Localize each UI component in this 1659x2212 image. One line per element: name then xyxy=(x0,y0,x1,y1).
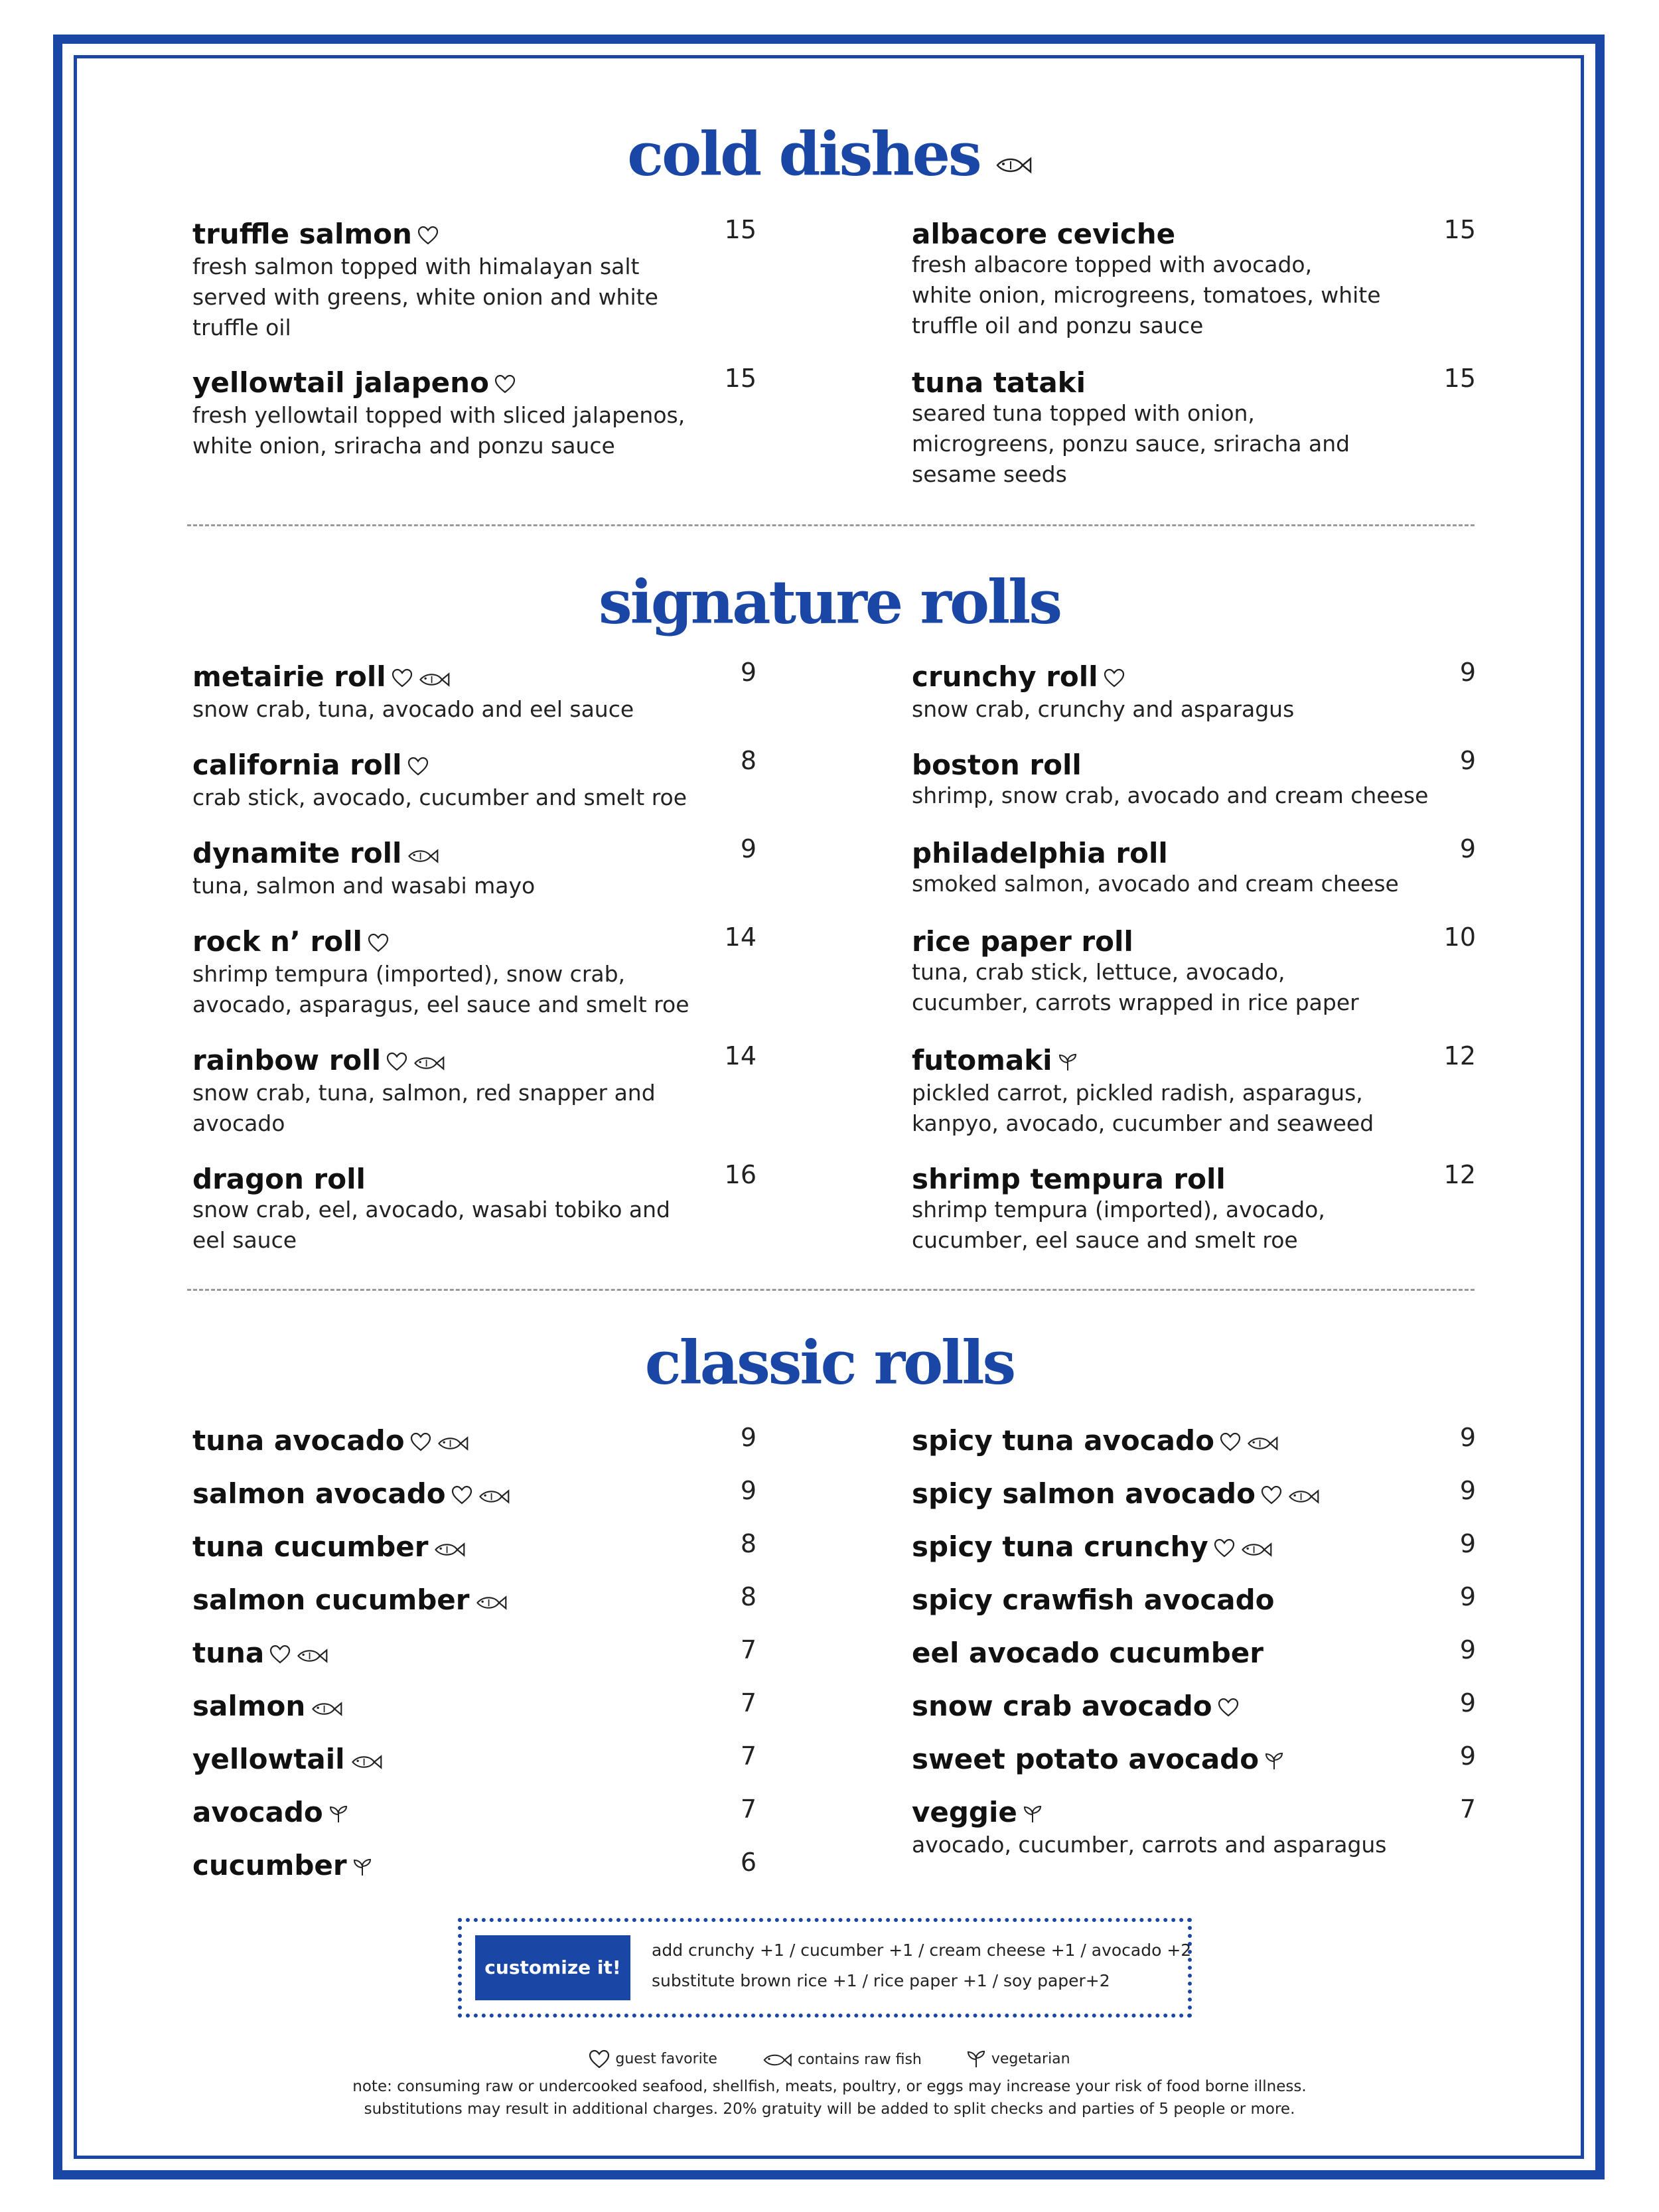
menu-item-description: sesame seeds xyxy=(912,461,1067,487)
menu-item-tuna-tataki xyxy=(912,364,1476,490)
menu-item-rainbow-roll xyxy=(192,1041,757,1139)
fish-icon xyxy=(296,1640,328,1670)
menu-item-spicy-crawfish-avocado xyxy=(912,1582,1476,1616)
fish-icon xyxy=(478,1481,510,1511)
fish-icon xyxy=(418,664,450,694)
menu-item-description: truffle oil and ponzu sauce xyxy=(912,313,1204,338)
section-title-classic-rolls: classic rolls xyxy=(644,1327,1015,1398)
menu-item-rock-n-roll xyxy=(192,922,757,1020)
menu-item-tuna-avocado xyxy=(192,1423,757,1458)
menu-item-salmon xyxy=(192,1688,757,1724)
menu-item-name: truffle salmon xyxy=(192,219,757,252)
fish-icon xyxy=(1287,1481,1319,1511)
menu-item-description: fresh salmon topped with himalayan salt xyxy=(192,253,640,279)
fish-icon xyxy=(350,1746,382,1777)
menu-item-description: shrimp, snow crab, avocado and cream cheese xyxy=(912,782,1429,808)
menu-item-price: 12 xyxy=(1443,1041,1476,1070)
section-title-cold-dishes: cold dishes xyxy=(0,114,1659,190)
menu-item-description: snow crab, eel, avocado, wasabi tobiko and xyxy=(192,1197,670,1222)
heart-icon xyxy=(386,1047,407,1078)
menu-item-description: shrimp tempura (imported), avocado, xyxy=(912,1197,1325,1222)
menu-item-spicy-salmon-avocado xyxy=(912,1476,1476,1511)
fish-icon xyxy=(1240,1534,1272,1564)
menu-item-price: 9 xyxy=(740,658,757,687)
menu-item-name: snow crab avocado xyxy=(912,1691,1476,1724)
menu-item-description: shrimp tempura (imported), snow crab, xyxy=(192,960,626,987)
customize-box xyxy=(458,1918,1192,2018)
menu-item-futomaki xyxy=(912,1041,1476,1139)
section-divider xyxy=(187,1289,1475,1291)
section-divider xyxy=(187,524,1475,526)
menu-item-spicy-tuna-avocado xyxy=(912,1423,1476,1458)
menu-item-price: 9 xyxy=(1459,658,1476,687)
menu-item-price: 9 xyxy=(1459,1423,1476,1452)
menu-item-price: 14 xyxy=(724,922,757,952)
menu-item-description: eel sauce xyxy=(192,1227,297,1253)
menu-item-price: 9 xyxy=(740,834,757,863)
heart-icon xyxy=(392,664,413,694)
heart-icon xyxy=(1214,1534,1235,1564)
customize-options-add: add crunchy +1 / cucumber +1 / cream cheese +1 / avocado +2 xyxy=(652,1941,1192,1960)
menu-item-description: seared tuna topped with onion, xyxy=(912,400,1255,426)
menu-item-price: 9 xyxy=(740,1476,757,1505)
menu-item-avocado xyxy=(192,1797,757,1830)
menu-item-california-roll xyxy=(192,746,757,813)
menu-item-name: philadelphia roll xyxy=(912,837,1168,869)
menu-item-name: dynamite roll xyxy=(192,838,757,871)
menu-item-price: 7 xyxy=(740,1635,757,1664)
menu-item-price: 9 xyxy=(1459,1476,1476,1505)
menu-item-cucumber xyxy=(192,1850,757,1883)
leaf-icon xyxy=(1058,1047,1078,1078)
menu-item-name: tuna avocado xyxy=(192,1426,757,1458)
menu-item-yellowtail-jalapeno xyxy=(192,364,757,461)
legend-guest-favorite: guest favorite xyxy=(589,2049,717,2069)
menu-item-name: spicy tuna crunchy xyxy=(912,1532,1476,1564)
fish-icon xyxy=(407,840,439,871)
menu-item-name: salmon cucumber xyxy=(192,1585,757,1617)
fish-icon xyxy=(413,1047,445,1078)
menu-item-name: rice paper roll xyxy=(912,925,1133,958)
menu-item-albacore-ceviche xyxy=(912,215,1476,341)
menu-item-price: 16 xyxy=(724,1160,757,1189)
menu-item-name: shrimp tempura roll xyxy=(912,1163,1226,1195)
menu-item-price: 15 xyxy=(1443,364,1476,393)
menu-item-eel-avocado-cucumber xyxy=(912,1635,1476,1669)
menu-item-description: fresh albacore topped with avocado, xyxy=(912,252,1313,277)
menu-item-name: salmon xyxy=(192,1691,757,1724)
menu-item-description: crab stick, avocado, cucumber and smelt roe xyxy=(192,784,687,810)
menu-item-name: yellowtail jalapeno xyxy=(192,368,757,400)
heart-icon xyxy=(1218,1693,1239,1724)
menu-item-description: snow crab, tuna, salmon, red snapper and xyxy=(192,1079,656,1106)
menu-item-name: albacore ceviche xyxy=(912,218,1176,250)
menu-item-dynamite-roll xyxy=(192,834,757,901)
menu-item-price: 9 xyxy=(1459,746,1476,775)
fish-icon xyxy=(995,119,1032,190)
menu-item-price: 12 xyxy=(1443,1160,1476,1189)
heart-icon xyxy=(451,1481,472,1511)
leaf-icon xyxy=(328,1799,348,1830)
menu-item-sweet-potato-avocado xyxy=(912,1741,1476,1777)
menu-item-price: 9 xyxy=(1459,1635,1476,1664)
menu-item-name: tuna tataki xyxy=(912,366,1086,399)
menu-item-salmon-avocado xyxy=(192,1476,757,1511)
customize-options-substitute: substitute brown rice +1 / rice paper +1 / soy paper+2 xyxy=(652,1971,1110,1990)
menu-item-price: 9 xyxy=(1459,1529,1476,1558)
heart-icon xyxy=(494,370,516,400)
menu-item-name: yellowtail xyxy=(192,1744,757,1777)
menu-item-description: fresh yellowtail topped with sliced jalapenos, xyxy=(192,402,685,428)
menu-item-description: white onion, sriracha and ponzu sauce xyxy=(192,432,615,459)
heart-icon xyxy=(1261,1481,1282,1511)
menu-item-name: salmon avocado xyxy=(192,1479,757,1511)
heart-icon xyxy=(1104,664,1125,694)
menu-item-description: white onion, microgreens, tomatoes, white xyxy=(912,282,1381,308)
heart-icon xyxy=(589,2049,610,2069)
legend-vegetarian: vegetarian xyxy=(966,2050,1070,2069)
menu-item-name: california roll xyxy=(192,750,757,782)
heart-icon xyxy=(410,1428,431,1458)
menu-item-name: rainbow roll xyxy=(192,1045,757,1078)
leaf-icon xyxy=(1023,1799,1043,1830)
menu-item-description: snow crab, crunchy and asparagus xyxy=(912,696,1295,722)
menu-item-price: 10 xyxy=(1443,922,1476,952)
menu-item-name: veggie xyxy=(912,1797,1476,1830)
menu-item-tuna-cucumber xyxy=(192,1529,757,1564)
menu-item-philadelphia-roll xyxy=(912,834,1476,899)
disclaimer-note: note: consuming raw or undercooked seafood, shellfish, meats, poultry, or eggs may increase your risk of food borne illness. xyxy=(352,2078,1307,2095)
menu-item-name: sweet potato avocado xyxy=(912,1744,1476,1777)
menu-item-description: kanpyo, avocado, cucumber and seaweed xyxy=(912,1110,1374,1136)
menu-item-price: 7 xyxy=(740,1741,757,1771)
fish-icon xyxy=(1246,1428,1278,1458)
menu-item-price: 8 xyxy=(740,1582,757,1611)
menu-item-description: avocado, asparagus, eel sauce and smelt roe xyxy=(192,991,689,1017)
menu-item-truffle-salmon xyxy=(192,215,757,343)
heart-icon xyxy=(407,752,429,782)
menu-item-name: rock n’ roll xyxy=(192,926,757,959)
menu-item-rice-paper-roll xyxy=(912,922,1476,1018)
menu-item-price: 9 xyxy=(1459,1582,1476,1611)
menu-item-price: 7 xyxy=(740,1795,757,1824)
menu-item-description: cucumber, carrots wrapped in rice paper xyxy=(912,990,1359,1015)
section-title-signature-rolls: signature rolls xyxy=(598,567,1061,638)
menu-item-name: boston roll xyxy=(912,749,1082,781)
fish-icon xyxy=(433,1534,465,1564)
leaf-icon xyxy=(966,2050,986,2069)
menu-item-shrimp-tempura-roll xyxy=(912,1160,1476,1256)
menu-item-metairie-roll xyxy=(192,658,757,725)
menu-item-description: avocado, cucumber, carrots and asparagus xyxy=(912,1831,1387,1858)
menu-item-price: 9 xyxy=(740,1423,757,1452)
menu-item-price: 15 xyxy=(724,215,757,244)
menu-item-price: 9 xyxy=(1459,1688,1476,1718)
menu-item-price: 6 xyxy=(740,1848,757,1877)
gratuity-note: substitutions may result in additional charges. 20% gratuity will be added to split checks and parties of 5 people or more. xyxy=(364,2101,1295,2118)
menu-item-description: tuna, crab stick, lettuce, avocado, xyxy=(912,959,1285,985)
menu-item-description: smoked salmon, avocado and cream cheese xyxy=(912,871,1399,897)
menu-item-name: metairie roll xyxy=(192,662,757,694)
menu-item-description: tuna, salmon and wasabi mayo xyxy=(192,872,536,899)
menu-item-name: eel avocado cucumber xyxy=(912,1637,1263,1669)
leaf-icon xyxy=(352,1852,372,1883)
menu-item-price: 7 xyxy=(1459,1795,1476,1824)
menu-item-price: 15 xyxy=(1443,215,1476,244)
menu-item-spicy-tuna-crunchy xyxy=(912,1529,1476,1564)
menu-item-name: tuna cucumber xyxy=(192,1532,757,1564)
fish-icon xyxy=(437,1428,469,1458)
menu-item-description: cucumber, eel sauce and smelt roe xyxy=(912,1227,1298,1253)
fish-icon xyxy=(762,2052,792,2068)
menu-item-name: tuna xyxy=(192,1638,757,1670)
menu-item-price: 15 xyxy=(724,364,757,393)
menu-item-name: cucumber xyxy=(192,1850,757,1883)
heart-icon xyxy=(1220,1428,1241,1458)
menu-item-name: crunchy roll xyxy=(912,662,1476,694)
fish-icon xyxy=(311,1693,342,1724)
menu-item-price: 9 xyxy=(1459,1741,1476,1771)
menu-item-name: avocado xyxy=(192,1797,757,1830)
menu-item-price: 9 xyxy=(1459,834,1476,863)
menu-item-boston-roll xyxy=(912,746,1476,811)
heart-icon xyxy=(368,928,389,959)
menu-item-crunchy-roll xyxy=(912,658,1476,725)
menu-item-name: dragon roll xyxy=(192,1163,366,1195)
heart-icon xyxy=(269,1640,291,1670)
menu-item-description: truffle oil xyxy=(192,314,291,340)
menu-item-tuna xyxy=(192,1635,757,1670)
menu-item-dragon-roll xyxy=(192,1160,757,1256)
menu-item-description: avocado xyxy=(192,1110,285,1136)
menu-item-snow-crab-avocado xyxy=(912,1688,1476,1724)
icon-legend xyxy=(0,2049,1659,2069)
heart-icon xyxy=(417,221,439,252)
menu-item-yellowtail xyxy=(192,1741,757,1777)
menu-item-name: spicy salmon avocado xyxy=(912,1479,1476,1511)
menu-item-salmon-cucumber xyxy=(192,1582,757,1617)
menu-item-price: 14 xyxy=(724,1041,757,1070)
menu-item-description: microgreens, ponzu sauce, sriracha and xyxy=(912,431,1350,457)
menu-item-description: snow crab, tuna, avocado and eel sauce xyxy=(192,696,634,722)
leaf-icon xyxy=(1264,1746,1284,1777)
menu-item-name: spicy tuna avocado xyxy=(912,1426,1476,1458)
menu-item-price: 7 xyxy=(740,1688,757,1718)
menu-item-name: spicy crawfish avocado xyxy=(912,1584,1275,1616)
menu-item-price: 8 xyxy=(740,1529,757,1558)
fish-icon xyxy=(475,1587,507,1617)
menu-item-description: pickled carrot, pickled radish, asparagus, xyxy=(912,1079,1363,1106)
legend-raw-fish: contains raw fish xyxy=(762,2051,922,2068)
menu-item-price: 8 xyxy=(740,746,757,775)
menu-item-description: served with greens, white onion and white xyxy=(192,283,658,310)
customize-button[interactable]: customize it! xyxy=(475,1935,630,2000)
menu-item-veggie xyxy=(912,1797,1476,1860)
menu-item-name: futomaki xyxy=(912,1045,1476,1078)
